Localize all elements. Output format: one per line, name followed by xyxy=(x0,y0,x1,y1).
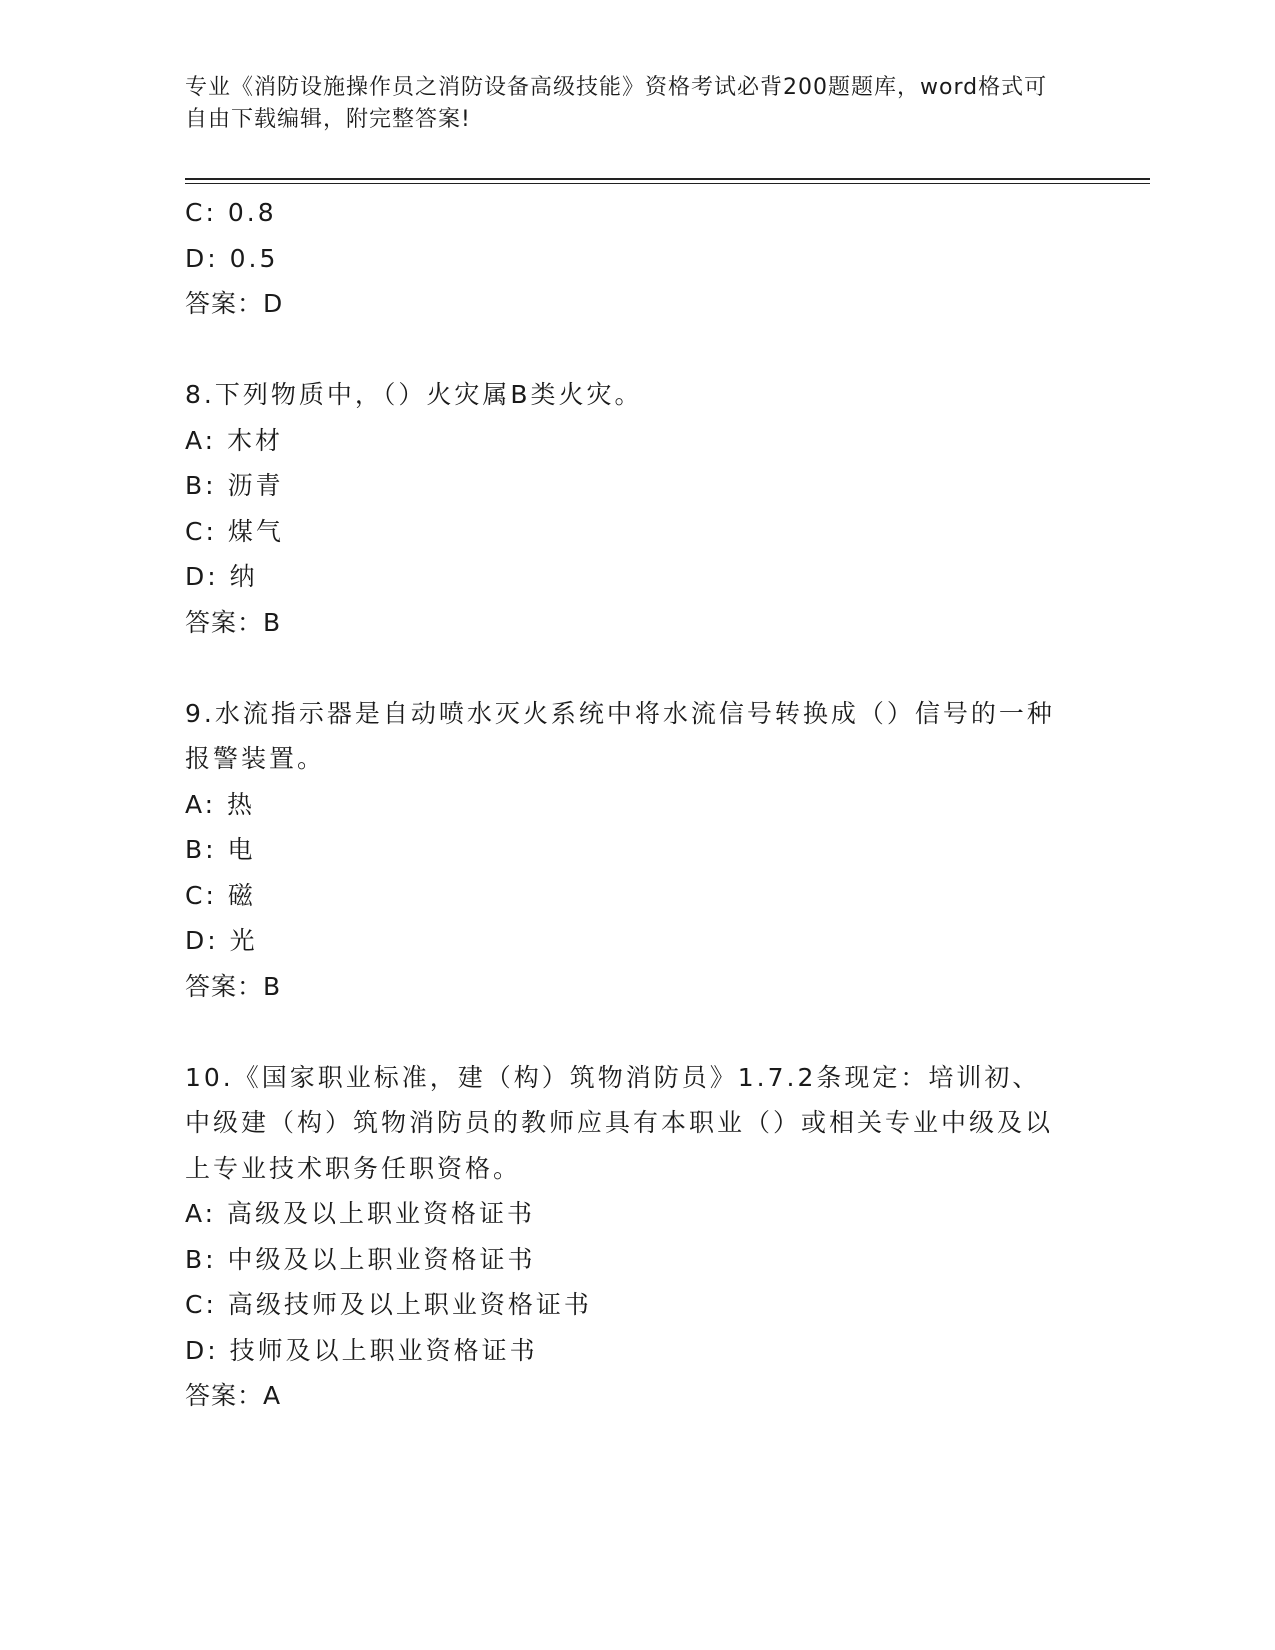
spacer xyxy=(185,645,1065,691)
answer: 答案：D xyxy=(185,289,284,318)
question-10 xyxy=(185,1055,1065,1419)
option-a: A: 木材 xyxy=(185,425,284,455)
question-list xyxy=(185,190,1065,1419)
spacer xyxy=(185,1009,1065,1055)
header-divider-thin xyxy=(185,183,1150,184)
page-header: 专业《消防设施操作员之消防设备高级技能》资格考试必背200题题库，word格式可自由下载编辑，附完整答案! xyxy=(185,75,1048,132)
answer: 答案：B xyxy=(185,607,282,637)
option-a: A: 高级及以上职业资格证书 xyxy=(185,1199,536,1228)
question-9 xyxy=(185,691,1065,1010)
option-c: C: 磁 xyxy=(185,880,256,910)
option-c: C: 0.8 xyxy=(185,198,277,227)
question-8 xyxy=(185,372,1065,645)
option-b: B: 电 xyxy=(185,835,256,864)
question-7-tail xyxy=(185,190,1065,327)
option-d: D: 纳 xyxy=(185,562,258,591)
question-text: 8.下列物质中，（）火灾属B类火灾。 xyxy=(185,380,643,409)
answer: 答案：A xyxy=(185,1381,282,1410)
question-text: 10.《国家职业标准，建（构）筑物消防员》1.7.2条现定：培训初、中级建（构）筑物消防员的教师应具有本职业（）或相关专业中级及以上专业技术职务任职资格。 xyxy=(185,1062,1054,1183)
spacer xyxy=(185,327,1065,373)
option-d: D: 0.5 xyxy=(185,243,279,273)
option-a: A: 热 xyxy=(185,789,256,819)
option-d: D: 技师及以上职业资格证书 xyxy=(185,1335,538,1365)
question-text: 9.水流指示器是自动喷水灭火系统中将水流信号转换成（）信号的一种报警装置。 xyxy=(185,698,1055,773)
option-b: B: 沥青 xyxy=(185,471,284,500)
option-d: D: 光 xyxy=(185,926,258,955)
header-divider-thick xyxy=(185,178,1150,180)
answer: 答案：B xyxy=(185,971,282,1001)
option-c: C: 煤气 xyxy=(185,516,284,546)
option-c: C: 高级技师及以上职业资格证书 xyxy=(185,1290,592,1319)
option-b: B: 中级及以上职业资格证书 xyxy=(185,1244,536,1274)
